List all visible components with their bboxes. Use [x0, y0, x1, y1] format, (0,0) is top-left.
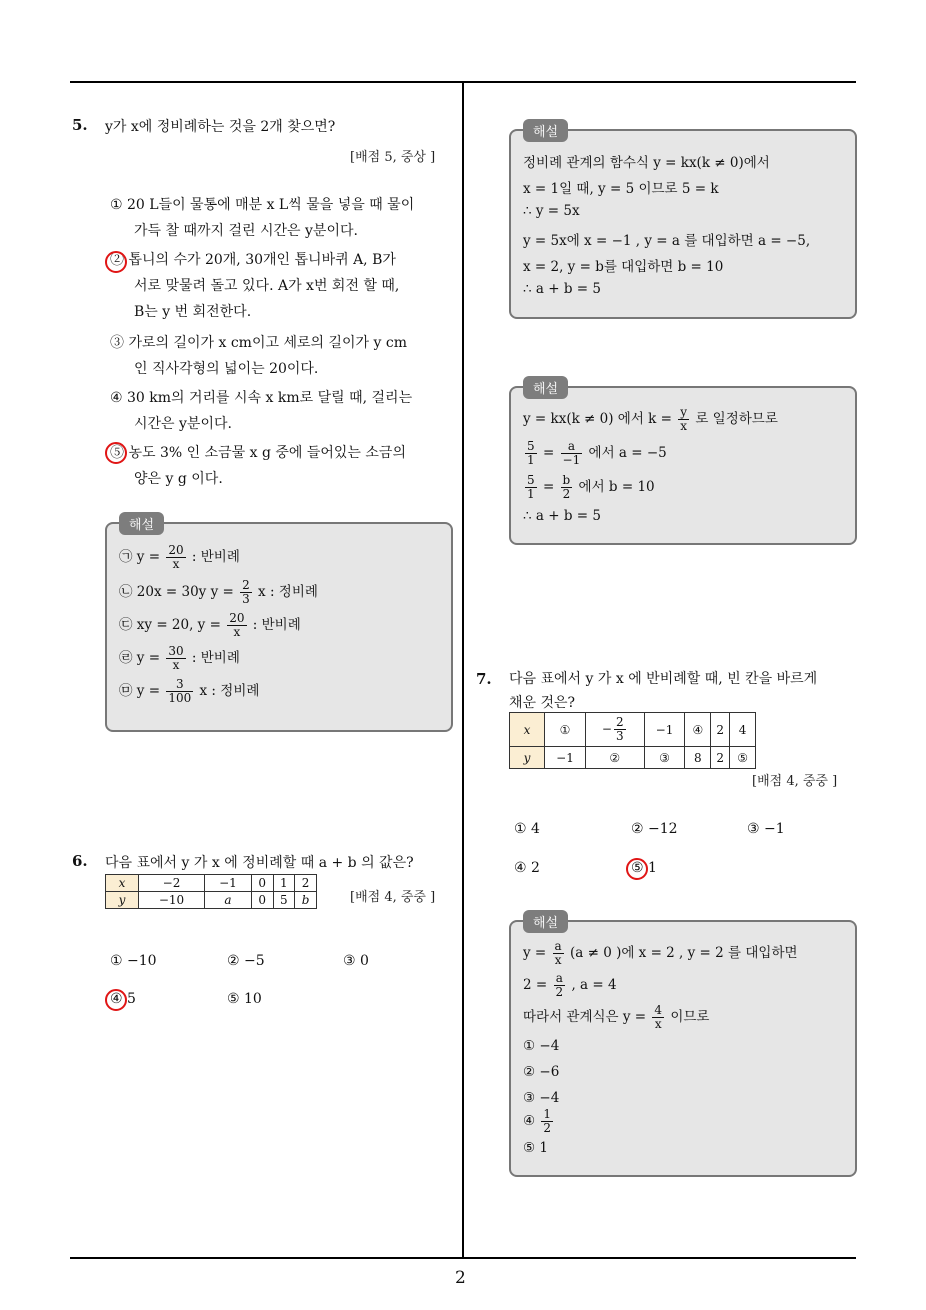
q6-option-4[interactable]: ④ 5: [110, 991, 136, 1007]
q7-option-1[interactable]: ① 4: [514, 821, 540, 837]
q6-solution2-line-4: ∴ a + b = 5: [523, 508, 601, 524]
q5-option-1[interactable]: ① 20 L들이 물통에 매분 x L씩 물을 넣을 때 물이 가득 찰 때까지 걸린 시간은 y분이다.: [110, 197, 415, 239]
q7-solution-line-1: y = $\frac{a}{x}$ (a ≠ 0 )에 x = 2 , y = 2 를 대입하면: [523, 939, 798, 967]
q7-solution-line-4: ① −4: [523, 1038, 560, 1054]
q6-option-3[interactable]: ③ 0: [343, 953, 369, 969]
q5-option-2[interactable]: ② 톱니의 수가 20개, 30개인 톱니바퀴 A, B가 서로 맞물려 돌고 있다. A가 x번 회전 할 때, B는 y 번 회전한다.: [110, 252, 400, 320]
q6-solution2-line-1: y = kx(k ≠ 0) 에서 k = $\frac{y}{x}$ 로 일정하므로: [523, 405, 778, 433]
answer-circle-mark: [105, 251, 127, 273]
q5-meta: [배점 5, 중상 ]: [350, 150, 436, 165]
q7-option-3[interactable]: ③ −1: [747, 821, 785, 837]
q6-question: 다음 표에서 y 가 x 에 정비례할 때 a + b 의 값은?: [105, 855, 414, 871]
q6-option-2[interactable]: ② −5: [227, 953, 265, 969]
q7-meta: [배점 4, 중중 ]: [752, 774, 838, 789]
q7-solution-line-3: 따라서 관계식은 y = $\frac{4}{x}$ 이므로: [523, 1003, 710, 1031]
q6-table: [105, 874, 317, 909]
q6-solution2-line-3: $\frac{5}{1}$ = $\frac{b}{2}$ 에서 b = 10: [527, 473, 655, 501]
q7-question-line-2: 채운 것은?: [509, 695, 576, 711]
q5-option-4[interactable]: ④ 30 km의 거리를 시속 x km로 달릴 때, 걸리는 시간은 y분이다.: [110, 390, 413, 432]
q7-question-line-1: 다음 표에서 y 가 x 에 반비례할 때, 빈 칸을 바르게: [509, 671, 818, 687]
q5-solution-line-5: ㉤ y = $\frac{3}{100}$ x : 정비례: [119, 677, 260, 705]
solution-tag: 해설: [119, 512, 164, 535]
q6-option-5[interactable]: ⑤ 10: [227, 991, 262, 1007]
q6-solution-line-5: x = 2, y = b를 대입하면 b = 10: [523, 259, 724, 275]
q7-number: 7.: [476, 670, 492, 688]
q7-solution-line-8: ⑤ 1: [523, 1140, 548, 1156]
solution-tag: 해설: [523, 376, 568, 399]
q7-option-5[interactable]: ⑤ 1: [631, 860, 657, 876]
solution-tag: 해설: [523, 119, 568, 142]
answer-circle-mark: [626, 858, 648, 880]
q6-solution-line-3: ∴ y = 5x: [523, 203, 580, 219]
q6-number: 6.: [72, 852, 88, 870]
q5-solution-box: [105, 518, 453, 732]
q6-solution-line-2: x = 1일 때, y = 5 이므로 5 = k: [523, 181, 719, 197]
q7-table: [509, 712, 756, 769]
answer-circle-mark: [105, 989, 127, 1011]
answer-circle-mark: [105, 442, 127, 464]
q6-option-1[interactable]: ① −10: [110, 953, 157, 969]
q6-solution2-line-2: $\frac{5}{1}$ = $\frac{a}{-1}$ 에서 a = −5: [527, 439, 667, 467]
q6-meta: [배점 4, 중중 ]: [350, 890, 436, 905]
q7-option-4[interactable]: ④ 2: [514, 860, 540, 876]
q6-solution2-box: [509, 382, 857, 545]
q5-option-3[interactable]: ③ 가로의 길이가 x cm이고 세로의 길이가 y cm 인 직사각형의 넓이는 20이다.: [110, 335, 407, 377]
column-divider: [462, 83, 464, 1259]
q6-solution-line-4: y = 5x에 x = −1 , y = a 를 대입하면 a = −5,: [523, 233, 811, 249]
q7-table-fraction-cell: − $\frac{2}{3}$: [585, 713, 644, 747]
solution-tag: 해설: [523, 910, 568, 933]
table-row: y −10 a 0 5 b: [106, 892, 317, 909]
q5-number: 5.: [72, 116, 88, 134]
q7-solution-line-5: ② −6: [523, 1064, 560, 1080]
page-number: 2: [455, 1268, 466, 1288]
q5-solution-line-2: ㉡ 20x = 30y y = $\frac{2}{3}$ x : 정비례: [119, 578, 318, 606]
q5-solution-line-3: ㉢ xy = 20, y = $\frac{20}{x}$ : 반비례: [119, 611, 301, 639]
table-row: y −1 ② ③ 8 2 ⑤: [510, 747, 756, 769]
q5-option-5[interactable]: ⑤ 농도 3% 인 소금물 x g 중에 들어있는 소금의 양은 y g 이다.: [110, 445, 406, 487]
q5-solution-line-1: ㉠ y = $\frac{20}{x}$ : 반비례: [119, 543, 240, 571]
q7-solution-line-6: ③ −4: [523, 1090, 560, 1106]
q5-question: y가 x에 정비례하는 것을 2개 찾으면?: [105, 119, 336, 135]
table-row: x ① − $\frac{2}{3}$ −1 ④ 2 4: [510, 713, 756, 747]
q7-solution-line-2: 2 = $\frac{a}{2}$ , a = 4: [523, 971, 617, 999]
table-row: x −2 −1 0 1 2: [106, 875, 317, 892]
q7-solution-line-7: ④ $\frac{1}{2}$: [523, 1107, 552, 1135]
q7-option-2[interactable]: ② −12: [631, 821, 678, 837]
q5-solution-line-4: ㉣ y = $\frac{30}{x}$ : 반비례: [119, 644, 240, 672]
q7-solution-box: [509, 916, 857, 1177]
q6-solution-box: [509, 125, 857, 319]
q6-solution-line-6: ∴ a + b = 5: [523, 281, 601, 297]
q6-solution-line-1: 정비례 관계의 함수식 y = kx(k ≠ 0)에서: [523, 155, 770, 171]
bottom-rule: [70, 1257, 856, 1259]
